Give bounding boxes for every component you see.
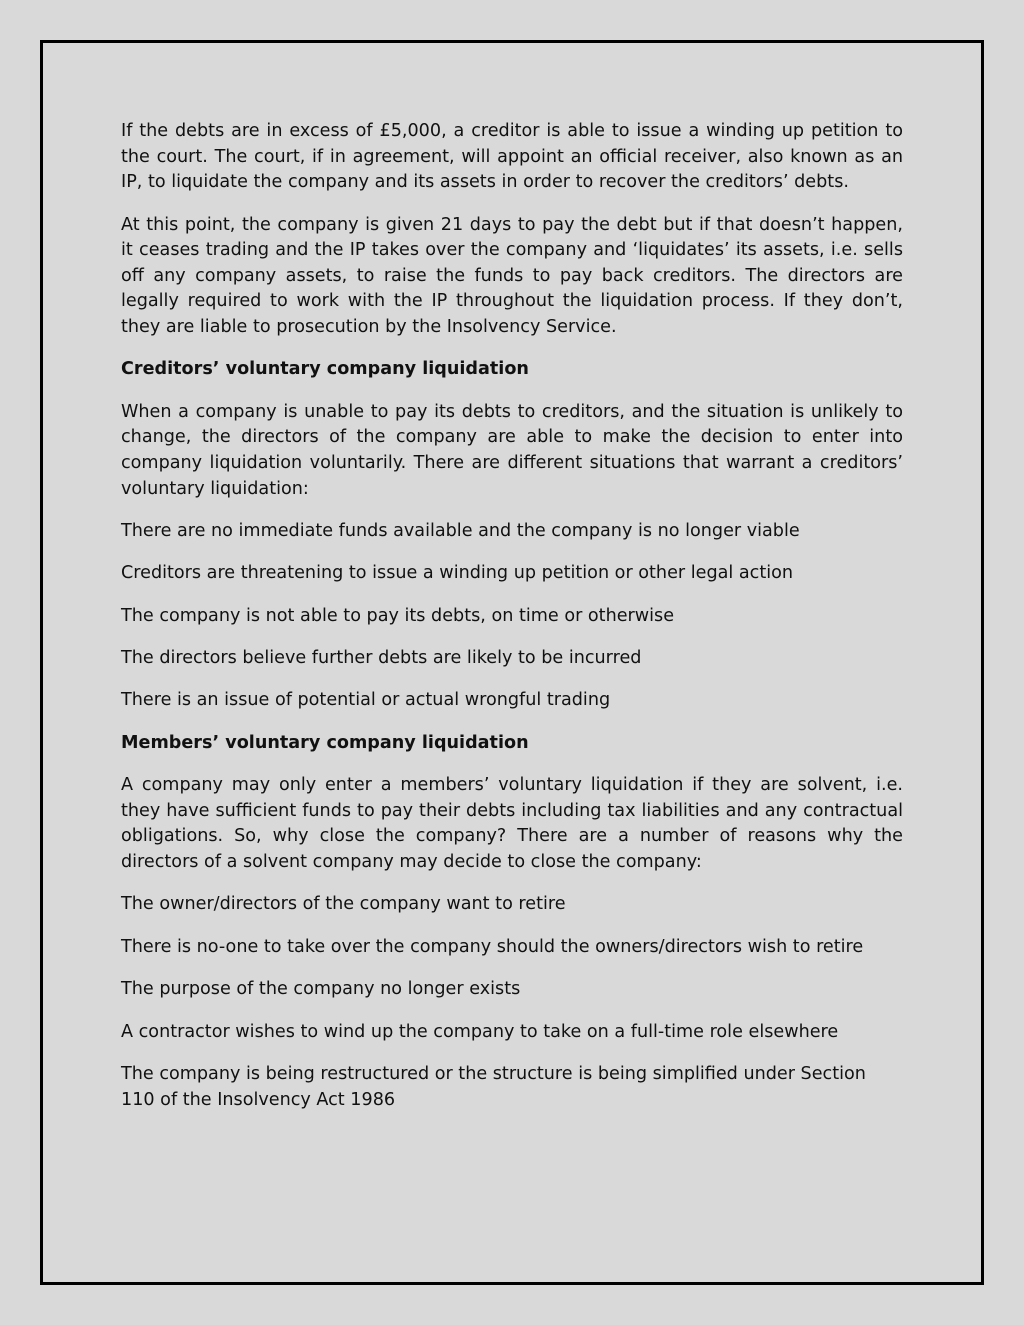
list-item: There are no immediate funds available and the company is no longer viable	[121, 520, 800, 541]
list-item: A contractor wishes to wind up the company to take on a full-time role elsewhere	[121, 1021, 839, 1042]
list-item: The owner/directors of the company want to retire	[121, 894, 566, 915]
list-item: There is no-one to take over the company should the owners/directors wish to retire	[121, 936, 864, 957]
list-item: There is an issue of potential or actual wrongful trading	[121, 690, 611, 711]
document-body	[121, 119, 903, 1130]
paragraph-liquidation-process: At this point, the company is given 21 days to pay the debt but if that doesn’t happen, it ceases trading and the IP takes over the company and ‘liquidates’ its assets, i.e. sells off any company assets, to raise the funds to pay back creditors. The directors are legally required to work with the IP throughout the liquidation process. If they don’t, they are liable to prosecution by the Insolvency Service.	[121, 214, 903, 337]
paragraph-members-intro: A company may only enter a members’ voluntary liquidation if they are solvent, i.e. they have sufficient funds to pay their debts including tax liabilities and any contractual obligations. So, why close the company? There are a number of reasons why the directors of a solvent company may decide to close the company:	[121, 775, 903, 873]
paragraph-winding-up-petition: If the debts are in excess of £5,000, a creditor is able to issue a winding up petition to the court. The court, if in agreement, will appoint an official receiver, also known as an IP, to liquidate the company and its assets in order to recover the creditors’ debts.	[121, 121, 903, 193]
list-item: The directors believe further debts are likely to be incurred	[121, 648, 642, 669]
list-item: The purpose of the company no longer exists	[121, 979, 521, 1000]
paragraph-creditors-intro: When a company is unable to pay its debts to creditors, and the situation is unlikely to change, the directors of the company are able to make the decision to enter into company liquidation voluntarily. There are different situations that warrant a creditors’ voluntary liquidation:	[121, 401, 903, 499]
list-item: The company is not able to pay its debts, on time or otherwise	[121, 605, 675, 626]
list-item: The company is being restructured or the structure is being simplified under Section 110 of the Insolvency Act 1986	[121, 1063, 866, 1110]
heading-members-voluntary-liquidation: Members’ voluntary company liquidation	[121, 732, 529, 753]
list-item: Creditors are threatening to issue a winding up petition or other legal action	[121, 563, 794, 584]
heading-creditors-voluntary-liquidation: Creditors’ voluntary company liquidation	[121, 359, 529, 380]
